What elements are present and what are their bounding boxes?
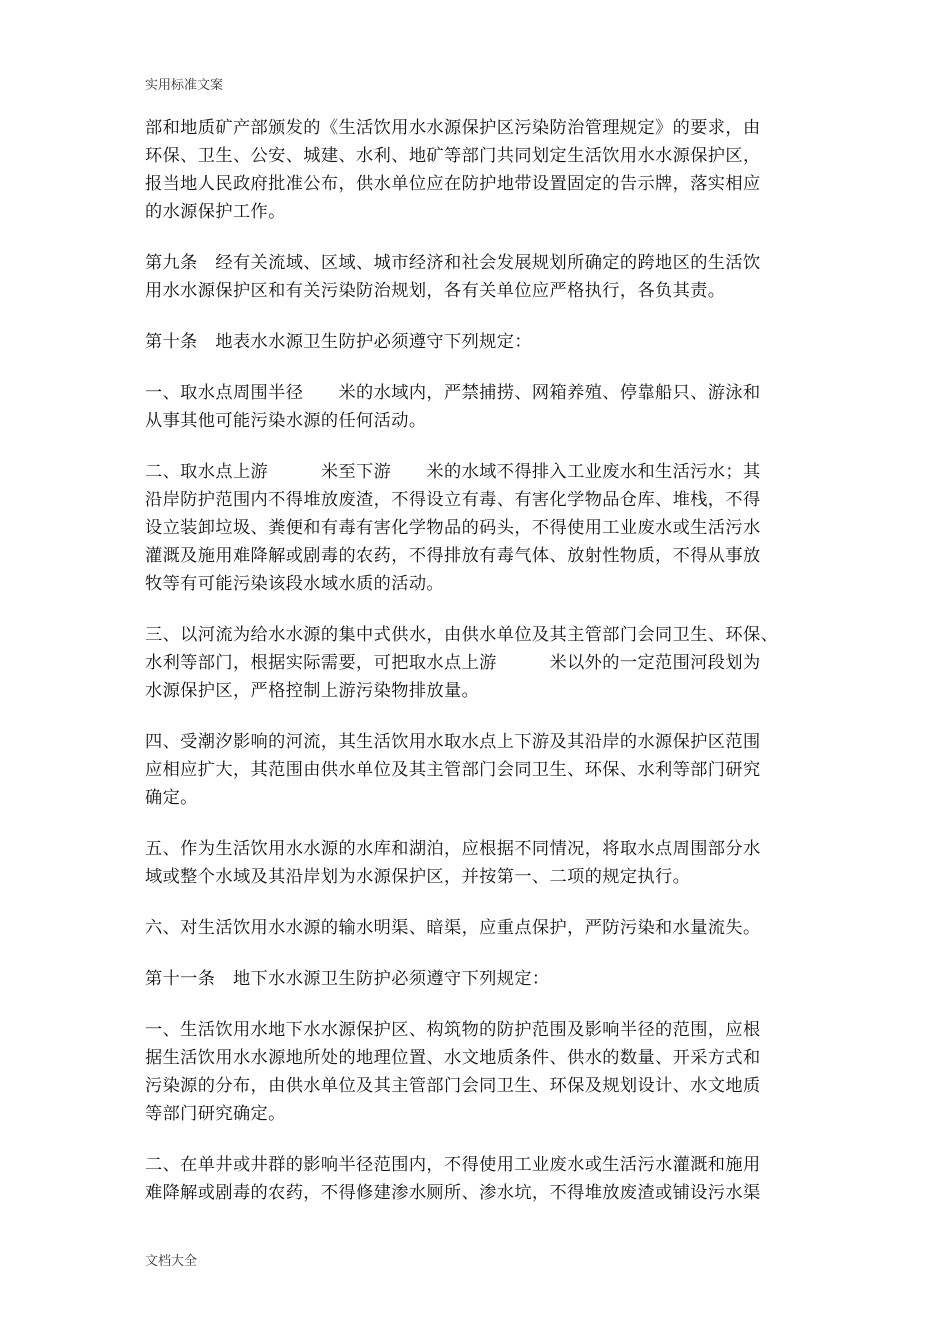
paragraph-line: 用水水源保护区和有关污染防治规划，各有关单位应严格执行，各负其责。 bbox=[145, 281, 726, 301]
paragraph bbox=[145, 249, 810, 305]
page-header: 实用标准文案 bbox=[145, 78, 224, 93]
paragraph-line: 污染源的分布，由供水单位及其主管部门会同卫生、环保及规划设计、水文地质 bbox=[145, 1076, 761, 1096]
paragraph-line: 部和地质矿产部颁发的《生活饮用水水源保护区污染防治管理规定》的要求，由 bbox=[145, 118, 761, 138]
paragraph-line: 从事其他可能污染水源的任何活动。 bbox=[145, 411, 427, 431]
paragraph-line: 报当地人民政府批准公布，供水单位应在防护地带设置固定的告示牌，落实相应 bbox=[145, 174, 761, 194]
paragraph-line: 环保、卫生、公安、城建、水利、地矿等部门共同划定生活饮用水水源保护区， bbox=[145, 146, 761, 166]
paragraph bbox=[145, 621, 810, 705]
paragraph-line: 据生活饮用水水源地所处的地理位置、水文地质条件、供水的数量、开采方式和 bbox=[145, 1048, 761, 1068]
paragraph-line: 三、以河流为给水水源的集中式供水，由供水单位及其主管部门会同卫生、环保、 bbox=[145, 625, 779, 645]
paragraph-line: 沿岸防护范围内不得堆放废渣，不得设立有毒、有害化学物品仓库、堆栈，不得 bbox=[145, 490, 761, 510]
paragraph bbox=[145, 914, 810, 942]
paragraph-line: 第十条 地表水水源卫生防护必须遵守下列规定： bbox=[145, 332, 532, 352]
paragraph bbox=[145, 1016, 810, 1128]
paragraph-line: 第九条 经有关流域、区域、城市经济和社会发展规划所确定的跨地区的生活饮 bbox=[145, 253, 761, 273]
paragraph bbox=[145, 458, 810, 598]
paragraph-line: 六、对生活饮用水水源的输水明渠、暗渠，应重点保护，严防污染和水量流失。 bbox=[145, 918, 761, 938]
paragraph-line: 二、在单井或井群的影响半径范围内，不得使用工业废水或生活污水灌溉和施用 bbox=[145, 1155, 761, 1175]
paragraph-line: 二、取水点上游 米至下游 米的水域不得排入工业废水和生活污水；其 bbox=[145, 462, 761, 482]
paragraph-line: 域或整个水域及其沿岸划为水源保护区，并按第一、二项的规定执行。 bbox=[145, 867, 691, 887]
paragraph bbox=[145, 328, 810, 356]
document-body bbox=[145, 114, 810, 1230]
paragraph bbox=[145, 114, 810, 226]
paragraph-line: 四、受潮汐影响的河流，其生活饮用水取水点上下游及其沿岸的水源保护区范围 bbox=[145, 732, 761, 752]
paragraph-line: 的水源保护工作。 bbox=[145, 202, 286, 222]
paragraph-line: 应相应扩大，其范围由供水单位及其主管部门会同卫生、环保、水利等部门研究 bbox=[145, 760, 761, 780]
paragraph-line: 牧等有可能污染该段水域水质的活动。 bbox=[145, 574, 444, 594]
paragraph bbox=[145, 728, 810, 812]
paragraph bbox=[145, 965, 810, 993]
paragraph-line: 第十一条 地下水水源卫生防护必须遵守下列规定： bbox=[145, 969, 550, 989]
paragraph bbox=[145, 835, 810, 891]
page-footer: 文档大全 bbox=[145, 1254, 198, 1269]
paragraph bbox=[145, 379, 810, 435]
paragraph-line: 五、作为生活饮用水水源的水库和湖泊，应根据不同情况，将取水点周围部分水 bbox=[145, 839, 761, 859]
paragraph-line: 水利等部门，根据实际需要，可把取水点上游 米以外的一定范围河段划为 bbox=[145, 653, 761, 673]
paragraph-line: 等部门研究确定。 bbox=[145, 1104, 286, 1124]
paragraph-line: 确定。 bbox=[145, 788, 198, 808]
paragraph-line: 设立装卸垃圾、粪便和有毒有害化学物品的码头，不得使用工业废水或生活污水 bbox=[145, 518, 761, 538]
paragraph-line: 灌溉及施用难降解或剧毒的农药，不得排放有毒气体、放射性物质，不得从事放 bbox=[145, 546, 761, 566]
paragraph-line: 一、生活饮用水地下水水源保护区、构筑物的防护范围及影响半径的范围，应根 bbox=[145, 1020, 761, 1040]
paragraph-line: 一、取水点周围半径 米的水域内，严禁捕捞、网箱养殖、停靠船只、游泳和 bbox=[145, 383, 761, 403]
paragraph bbox=[145, 1151, 810, 1207]
paragraph-line: 水源保护区，严格控制上游污染物排放量。 bbox=[145, 681, 480, 701]
paragraph-line: 难降解或剧毒的农药，不得修建渗水厕所、渗水坑，不得堆放废渣或铺设污水渠 bbox=[145, 1183, 761, 1203]
